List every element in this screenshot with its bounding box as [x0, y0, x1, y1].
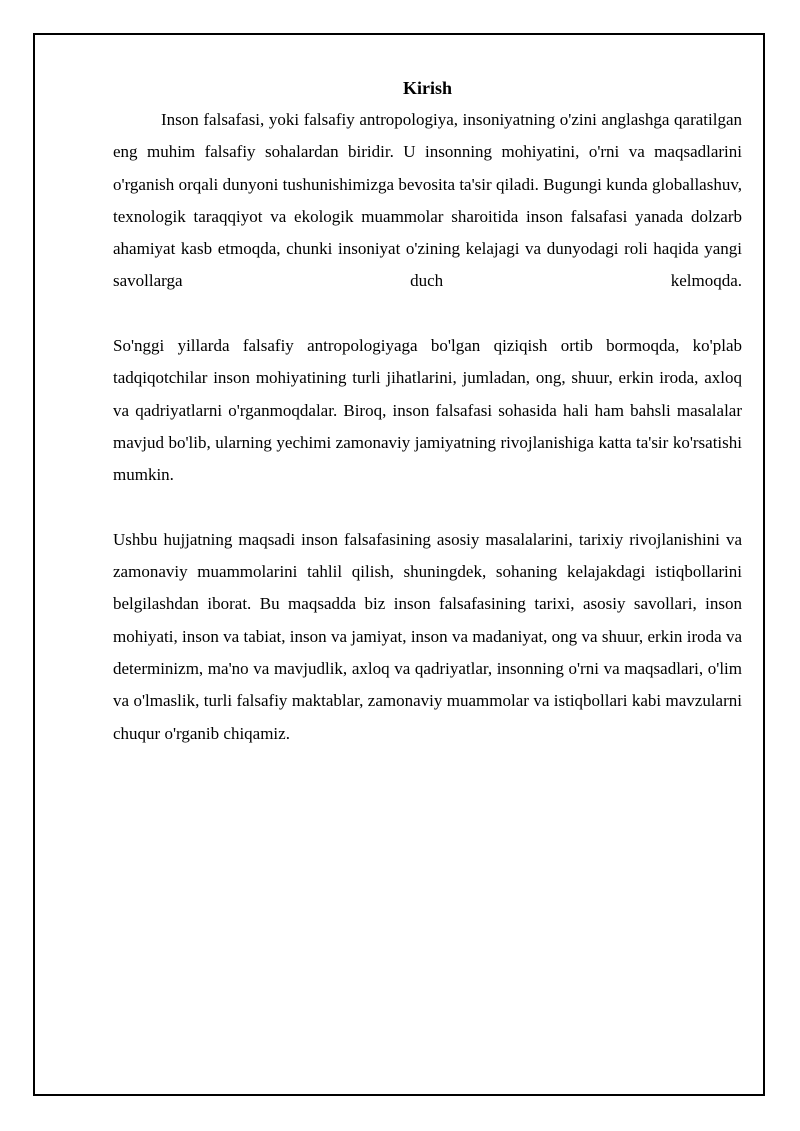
paragraph-intro: Inson falsafasi, yoki falsafiy antropologiya, insoniyatning o'zini anglashga qaratilgan eng muhim falsafiy sohalardan biridir. U insonning mohiyatini, o'rni va maqsadlarini o'rganish orqali dunyoni tushunishimizga bevosita ta'sir qiladi. Bugungi kunda globallashuv, texnologik taraqqiyot va ekologik muammolar sharoitida inson falsafasi yanada dolzarb ahamiyat kasb etmoqda, chunki insoniyat o'zining kelajagi va dunyodagi roli haqida yangi savollarga duch kelmoqda.	[113, 110, 742, 291]
paragraph-interest: So'nggi yillarda falsafiy antropologiyaga bo'lgan qiziqish ortib bormoqda, ko'plab tadqiqotchilar inson mohiyatining turli jihatlarini, jumladan, ong, shuur, erkin iroda, axloq va qadriyatlarni o'rganmoqdalar. Biroq, inson falsafasi sohasida hali ham bahsli masalalar mavjud bo'lib, ularning yechimi zamonaviy jamiyatning rivojlanishiga katta ta'sir ko'rsatishi mumkin.	[113, 336, 742, 485]
paragraph-purpose: Ushbu hujjatning maqsadi inson falsafasining asosiy masalalarini, tarixiy rivojlanishini va zamonaviy muammolarini tahlil qilish, shuningdek, sohaning kelajakdagi istiqbollarini belgilashdan iborat. Bu maqsadda biz inson falsafasining tarixi, asosiy savollari, inson mohiyati, inson va tabiat, inson va jamiyat, inson va madaniyat, ong va shuur, erkin iroda va determinizm, ma'no va mavjudlik, axloq va qadriyatlar, insonning o'rni va maqsadlari, o'lim va o'lmaslik, turli falsafiy maktablar, zamonaviy muammolar va istiqbollari kabi mavzularni chuqur o'rganib chiqamiz.	[113, 529, 742, 743]
document-title: Kirish	[402, 78, 452, 98]
document-body	[113, 76, 742, 750]
